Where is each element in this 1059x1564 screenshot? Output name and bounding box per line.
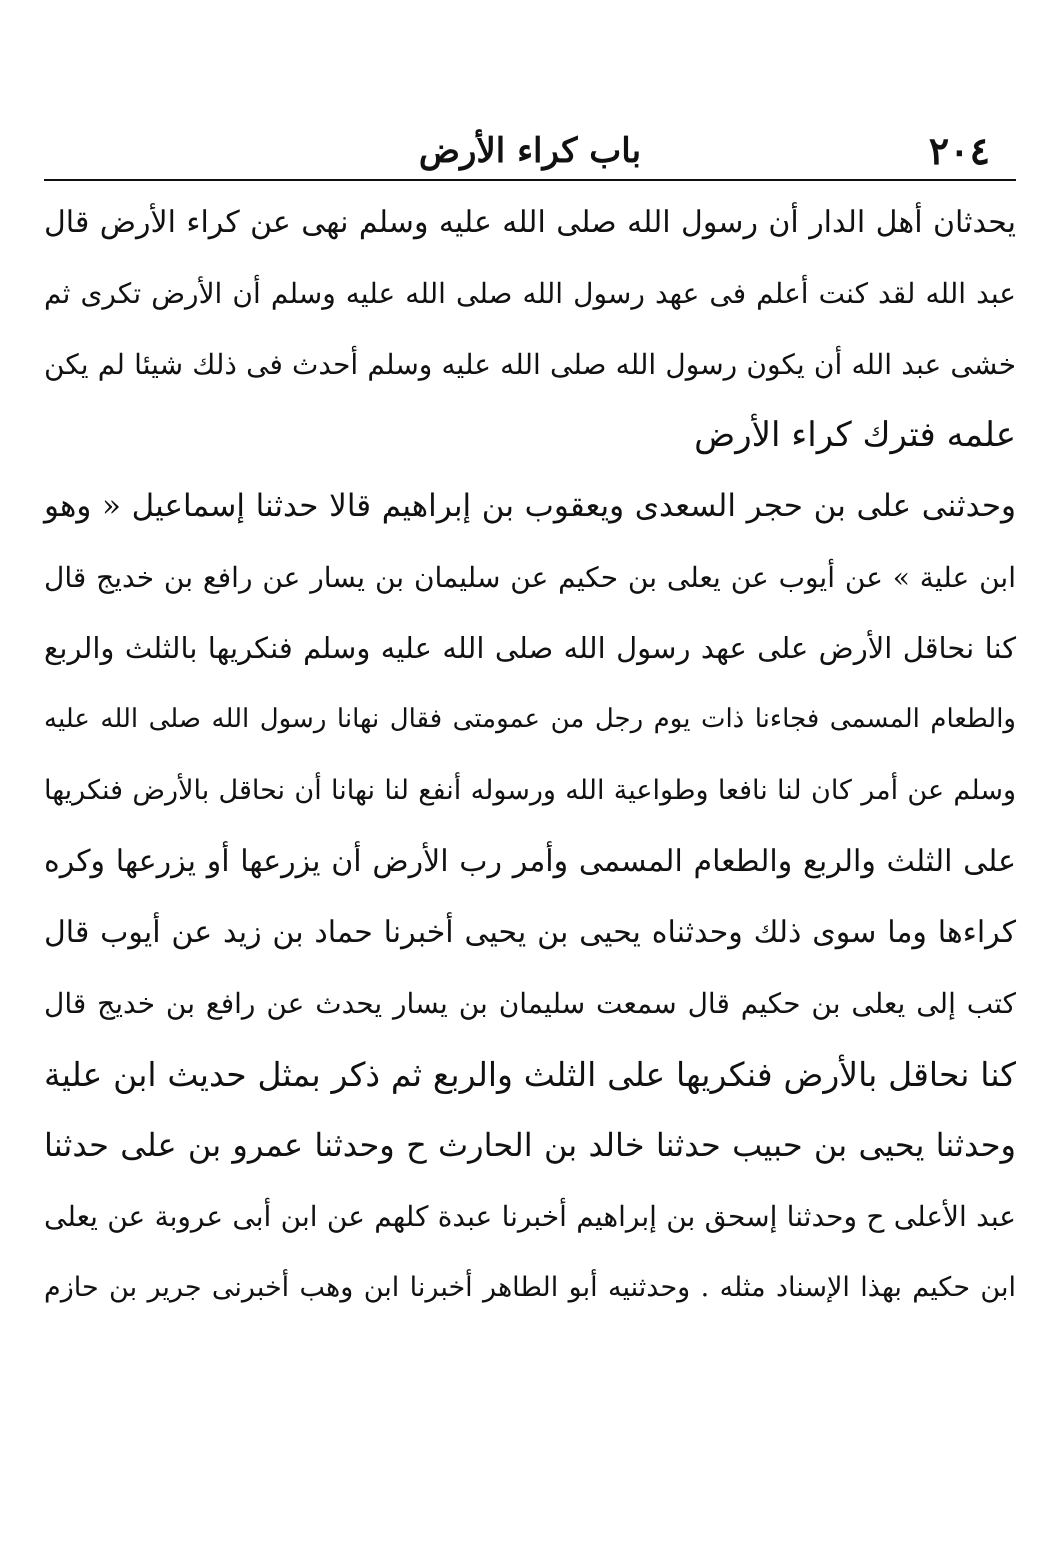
text-line: يحدثان أهل الدار أن رسول الله صلى الله عليه وسلم نهى عن كراء الأرض قال — [44, 205, 1016, 240]
text-line: كراءها وما سوى ذلك وحدثناه يحيى بن يحيى أخبرنا حماد بن زيد عن أيوب قال — [44, 915, 1016, 950]
text-line: عبد الأعلى ح وحدثنا إسحق بن إبراهيم أخبرنا عبدة كلهم عن ابن أبى عروبة عن يعلى — [44, 1200, 1016, 1233]
text-line: وحدثنى على بن حجر السعدى ويعقوب بن إبراهيم قالا حدثنا إسماعيل « وهو — [44, 488, 1016, 524]
paragraph-2 — [44, 471, 1016, 1323]
paragraph-1 — [44, 187, 1016, 471]
running-title: باب كراء الأرض — [418, 131, 642, 171]
text-line: على الثلث والربع والطعام المسمى وأمر رب الأرض أن يزرعها أو يزرعها وكره — [44, 844, 1016, 879]
page-number: ٢٠٤ — [928, 128, 990, 173]
header-rule — [44, 179, 1016, 181]
text-line: كتب إلى يعلى بن حكيم قال سمعت سليمان بن يسار يحدث عن رافع بن خديج قال — [44, 987, 1016, 1020]
text-line: وحدثنا يحيى بن حبيب حدثنا خالد بن الحارث ح وحدثنا عمرو بن على حدثنا — [44, 1126, 1016, 1164]
text-line: علمه فترك كراء الأرض — [694, 415, 1016, 455]
text-line: عبد الله لقد كنت أعلم فى عهد رسول الله صلى الله عليه وسلم أن الأرض تكرى ثم — [44, 277, 1016, 310]
text-line: والطعام المسمى فجاءنا ذات يوم رجل من عمومتى فقال نهانا رسول الله صلى الله عليه — [44, 704, 1016, 734]
text-line: وسلم عن أمر كان لنا نافعا وطواعية الله ورسوله أنفع لنا نهانا أن نحاقل بالأرض فنكريها — [44, 775, 1016, 806]
text-line: خشى عبد الله أن يكون رسول الله صلى الله عليه وسلم أحدث فى ذلك شيئا لم يكن — [44, 348, 1016, 381]
body-text — [44, 187, 1016, 1323]
text-line: ابن علية » عن أيوب عن يعلى بن حكيم عن سليمان بن يسار عن رافع بن خديج قال — [44, 561, 1016, 594]
text-line: كنا نحاقل بالأرض فنكريها على الثلث والربع ثم ذكر بمثل حديث ابن علية — [44, 1055, 1016, 1094]
text-line: ابن حكيم بهذا الإسناد مثله . وحدثنيه أبو الطاهر أخبرنا ابن وهب أخبرنى جرير بن حازم — [44, 1272, 1016, 1303]
text-line: كنا نحاقل الأرض على عهد رسول الله صلى الله عليه وسلم فنكريها بالثلث والربع — [44, 631, 1016, 665]
page-header — [44, 126, 1016, 176]
